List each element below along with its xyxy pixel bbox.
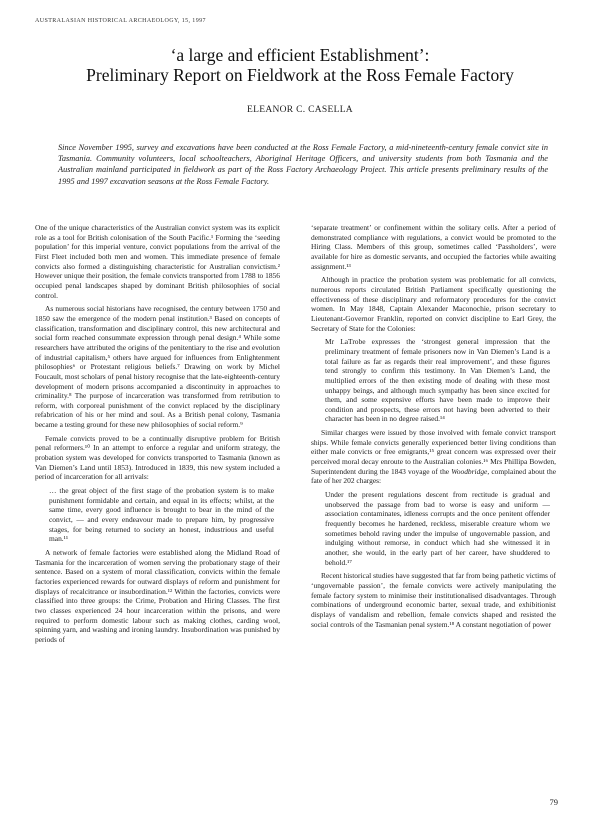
body-paragraph (311, 428, 556, 486)
body-paragraph: As numerous social historians have recognised, the century between 1750 and 1850 saw the emergence of the modern penal institution.³ Based on concepts of classification, transformation and disciplinary control, this new architectural and social form reached consummate expression through penal design.⁴ While some researchers have attributed the origins of the penitentiary to the rise and evolution of industrial capitalism,⁵ others have argued for influences from Enlightenment philosophies⁶ or Protestant religious beliefs.⁷ Drawing on work by Michel Foucault, most scholars of penal history recognise that the late-eighteenth-century development of modern prisons accompanied a discontinuity in approaches to criminality.⁸ The purpose of incarceration was transformed from retribution to reform, with corporeal punishment of the convict replaced by the disciplinary refabrication of his or her mind and soul. As a British penal colony, Tasmania became a testing ground for these new philosophies of social reform.⁹ (35, 304, 280, 430)
block-quote (325, 337, 556, 424)
ship-name: Woodbridge (451, 466, 488, 476)
body-paragraph: ‘separate treatment’ or confinement within the solitary cells. After a period of demonstrated compliance with regulations, a convict would be promoted to the Hiring Class. Members of this group, sometimes called ‘Passholders’, were available for hire as domestic servants, and occupied the factories while awaiting assignment.¹³ (311, 223, 556, 271)
abstract: Since November 1995, survey and excavations have been conducted at the Ross Female Factory, a mid-nineteenth-century female convict site in Tasmania. Community volunteers, local schoolteachers, Aboriginal Heritage Officers, and university students from both Tasmania and the Australian mainland participated in fieldwork as part of the Ross Factory Archaeology Project. This article presents preliminary results of the 1995 and 1997 excavation seasons at the Ross Female Factory. (58, 143, 548, 186)
body-paragraph: One of the unique characteristics of the Australian convict system was its explicit role as a tool for British colonisation of the South Pacific.¹ Forming the ‘seeding population’ for this imperial venture, convict populations from the arrival of the First Fleet included both men and women. This immediate presence of female convicts also formed a distinguishing characteristic for Australian convictism.² However unique their position, the female convicts transported from 1788 to 1856 occupied penal landscapes shaped by dominant British philosophies of social control. (35, 223, 280, 300)
running-head: AUSTRALASIAN HISTORICAL ARCHAEOLOGY, 15, 1997 (35, 18, 206, 24)
quote-text: Mr LaTrobe expresses the ‘strongest general impression that the preliminary treatment of female prisoners now in Van Diemen’s Land is a total failure as far as regards their real improvement’, and these figures tend strongly to confirm this testimony. In Van Diemen’s Land, the multiplied errors of the then existing mode of dealing with these most unhappy beings, and although much sympathy has been since excited for them, and some expensive efforts have been made to improve their condition and prospects, these errors not having been adverted to their character has been in no degree raised.¹⁴ (325, 337, 550, 424)
body-paragraph: Female convicts proved to be a continually disruptive problem for British penal reformers.¹⁰ In an attempt to enforce a regular and uniform strategy, the probation system was developed for convicts transported to Tasmania (known as Van Diemen’s Land until 1853). Introduced in 1839, this new system included a period of incarceration for all arrivals: (35, 433, 280, 482)
block-quote (49, 486, 280, 544)
article-title-line-2: Preliminary Report on Fieldwork at the Ross Female Factory (86, 65, 514, 85)
right-column (311, 223, 556, 633)
body-paragraph: Recent historical studies have suggested that far from being pathetic victims of ‘ungovernable passion’, the female convicts were actively manipulating the female factory system to minimise their institutionalised disadvantages. Through combinations of underground economic barter, sexual trade, and exhibitionist displays of vandalism and rebellion, female convicts shaped and resisted the social controls of the Tasmanian penal system.¹⁸ A constant negotiation of power (311, 571, 556, 629)
left-column (35, 223, 280, 649)
quote-text: … the great object of the first stage of the probation system is to make punishment formidable and certain, and equal in its effects; whilst, at the same time, every good influence is brought to bear in the mind of the convict, — and every endeavour made to prepare him, by progressive stages, for being returned to society an honest, industrious and useful man.¹¹ (49, 486, 274, 544)
paragraph-text: Similar charges were issued by those involved with female convict transport ships. While female convicts generally experienced better living conditions than either male convicts or free emigrants,¹⁵ great concern was expressed over their perceived moral decay enroute to the Australian colonies.¹⁶ Mrs Phillipa Bowden, Superintendent during the 1843 voyage of the (311, 428, 556, 476)
article-title-line-1: ‘a large and efficient Establishment’: (170, 45, 430, 65)
paragraph-text: , complained about the fate of her 202 charges: (311, 466, 556, 486)
body-paragraph: A network of female factories were established along the Midland Road of Tasmania for the incarceration of women serving the probationary stage of their sentence. Based on a system of moral classification, convicts within the female factories experienced rewards for outward displays of reform and punishment for displays of recalcitrance or insubordination.¹² Within the factories, convicts were classified into three groups: the Crime, Probation and Hiring Classes. The first two classes experienced 24 hour incarceration within the prisons, and were required to perform domestic labour such as making clothes, carding wool, spinning yarn, and washing and ironing laundry. Insubordination was punished by periods of (35, 548, 280, 644)
block-quote (325, 490, 556, 567)
page-number: 79 (549, 797, 558, 807)
author-name: ELEANOR C. CASELLA (247, 105, 353, 115)
quote-text: Under the present regulations descent from rectitude is gradual and unobserved the passage from bad to worse is easy and uniform — association contaminates, idleness corrupts and the once penitent offender frequently becomes he hardened, reckless, miserable creature whom we sometimes behold raving under the impulse of ungovernable passion, and indulging without remorse, in conduct which had she witnessed it in another, she would, in the early part of her career, have shuddered to behold.¹⁷ (325, 490, 550, 567)
body-paragraph: Although in practice the probation system was problematic for all convicts, numerous reports circulated British Parliament specifically questioning the effectiveness of these disciplinary and reformatory procedures for the convict women. In May 1848, Captain Alexander Maconochie, prison secretary to Lieutenant-Governor Franklin, reported on convict discipline to Earl Grey, the Secretary of State for the Colonies: (311, 275, 556, 333)
